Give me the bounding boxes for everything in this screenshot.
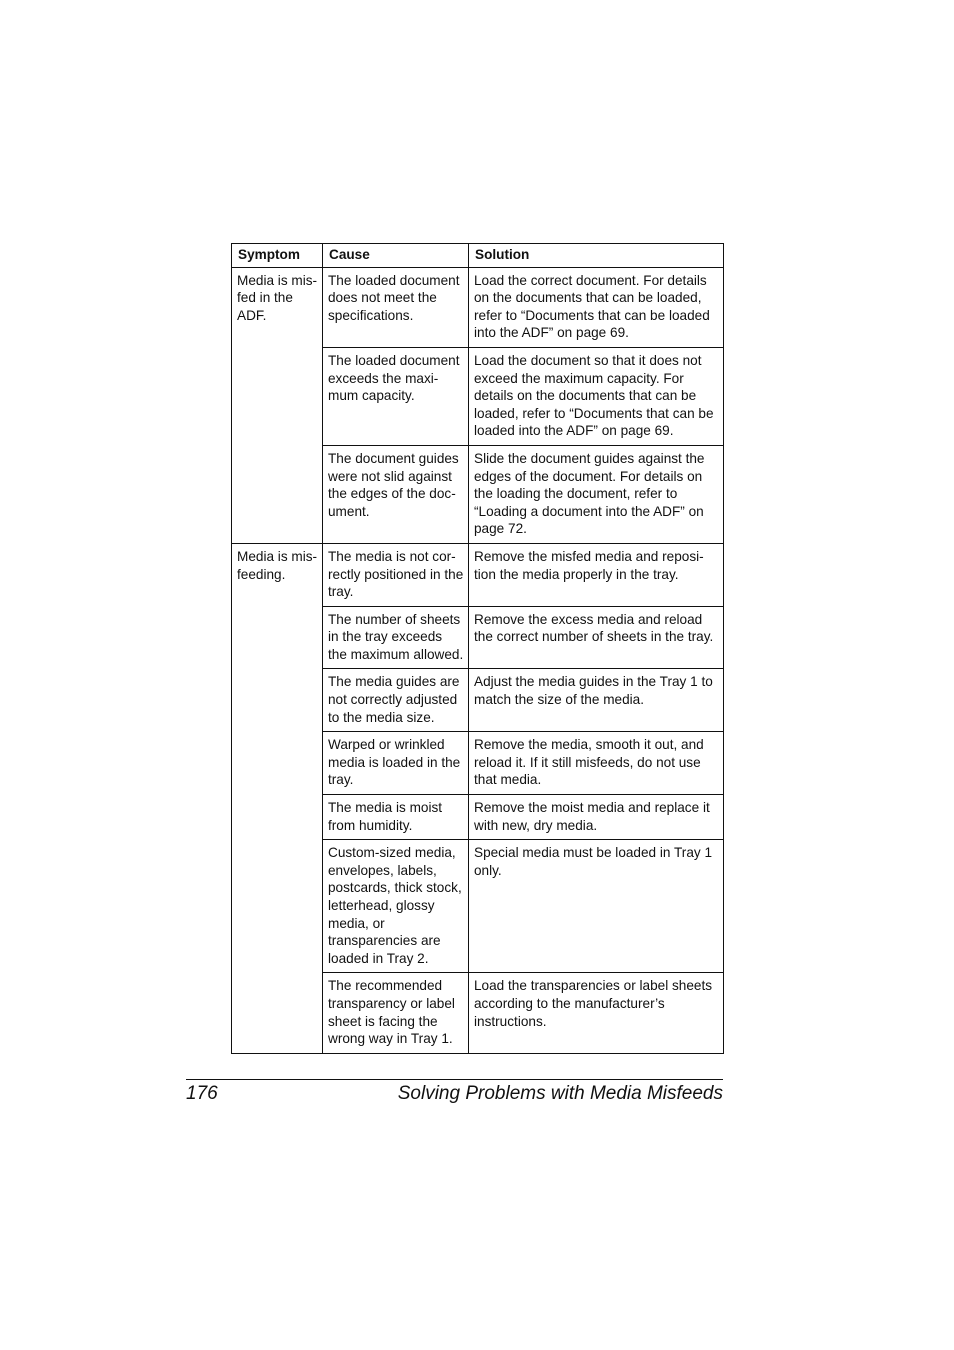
cause-cell: The document guides were not slid against the edges of the doc-ument.: [323, 445, 469, 543]
header-solution: Solution: [469, 244, 724, 268]
cause-cell: The media is moist from humidity.: [323, 795, 469, 840]
cause-cell: Warped or wrinkled media is loaded in the tray.: [323, 732, 469, 795]
table-row: [232, 543, 724, 606]
solution-cell: Special media must be loaded in Tray 1 only.: [469, 840, 724, 973]
symptom-cell: Media is mis-feeding.: [232, 543, 323, 1053]
cause-cell: The loaded document does not meet the specifications.: [323, 267, 469, 347]
solution-cell: Remove the excess media and reload the correct number of sheets in the tray.: [469, 606, 724, 669]
solution-cell: Remove the moist media and replace it with new, dry media.: [469, 795, 724, 840]
section-title: Solving Problems with Media Misfeeds: [397, 1083, 723, 1104]
solution-cell: Load the document so that it does not exceed the maximum capacity. For details on the documents that can be loaded, refer to “Documents that can be loaded into the ADF” on page 69.: [469, 347, 724, 445]
solution-cell: Remove the misfed media and reposi-tion the media properly in the tray.: [469, 543, 724, 606]
footer-divider: [186, 1079, 723, 1080]
cause-cell: Custom-sized media, envelopes, labels, postcards, thick stock, letterhead, glossy media, or transparencies are loaded in Tray 2.: [323, 840, 469, 973]
header-symptom: Symptom: [232, 244, 323, 268]
table-row: [232, 267, 724, 347]
page-number: 176: [186, 1083, 218, 1104]
symptom-cell: Media is mis-fed in the ADF.: [232, 267, 323, 543]
solution-cell: Slide the document guides against the edges of the document. For details on the loading the document, refer to “Loading a document into the ADF” on page 72.: [469, 445, 724, 543]
troubleshooting-table: [231, 243, 724, 1054]
header-cause: Cause: [323, 244, 469, 268]
cause-cell: The number of sheets in the tray exceeds the maximum allowed.: [323, 606, 469, 669]
cause-cell: The recommended transparency or label sheet is facing the wrong way in Tray 1.: [323, 973, 469, 1053]
cause-cell: The media guides are not correctly adjusted to the media size.: [323, 669, 469, 732]
solution-cell: Load the transparencies or label sheets according to the manufacturer’s instructions.: [469, 973, 724, 1053]
cause-cell: The media is not cor-rectly positioned in the tray.: [323, 543, 469, 606]
page-footer: [186, 1082, 723, 1108]
solution-cell: Load the correct document. For details on the documents that can be loaded, refer to “Documents that can be loaded into the ADF” on page 69.: [469, 267, 724, 347]
solution-cell: Adjust the media guides in the Tray 1 to match the size of the media.: [469, 669, 724, 732]
solution-cell: Remove the media, smooth it out, and reload it. If it still misfeeds, do not use that media.: [469, 732, 724, 795]
cause-cell: The loaded document exceeds the maxi-mum capacity.: [323, 347, 469, 445]
table-header-row: [232, 244, 724, 268]
